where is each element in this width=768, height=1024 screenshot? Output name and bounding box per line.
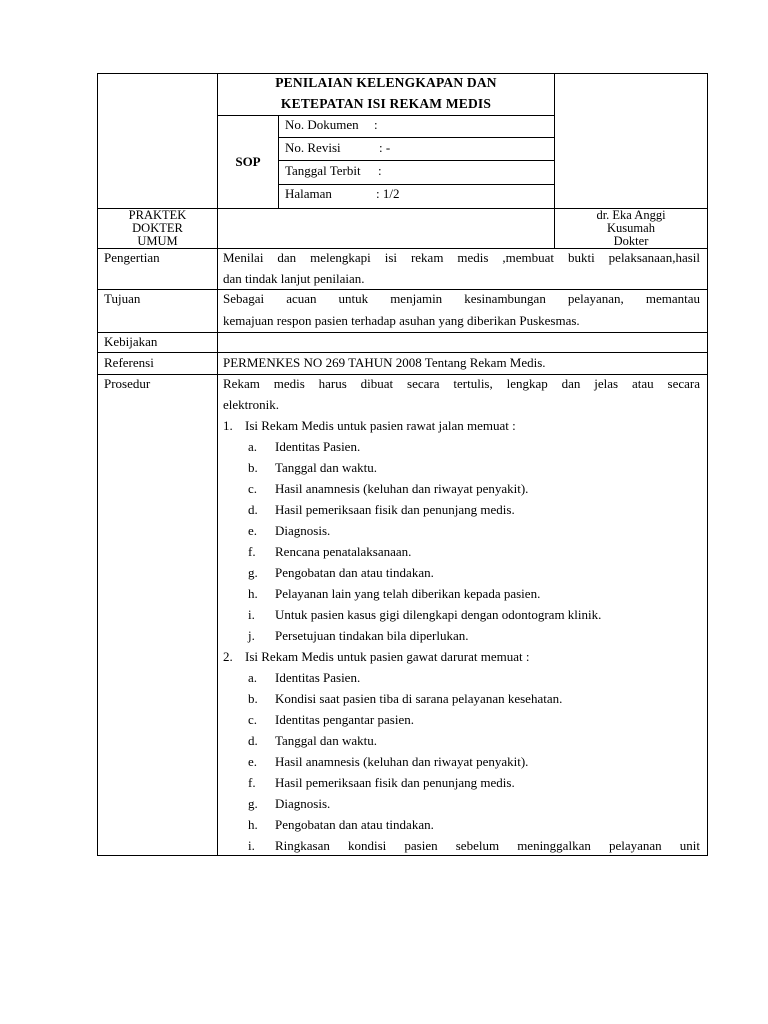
- referensi-text: PERMENKES NO 269 TAHUN 2008 Tentang Rekam Medis.: [223, 355, 546, 370]
- field-line-3: [278, 184, 555, 185]
- document-title-line-1: PENILAIAN KELENGKAPAN DAN: [275, 75, 497, 90]
- row-label-referensi: Referensi: [104, 355, 154, 370]
- list-marker: i.: [248, 607, 255, 622]
- list-text: Pengobatan dan atau tindakan.: [275, 817, 434, 832]
- row-label-tujuan: Tujuan: [104, 291, 141, 306]
- field-label: Halaman: [285, 186, 332, 201]
- list-text: Ringkasan kondisi pasien sebelum meninggalkan pelayanan unit: [275, 838, 700, 853]
- signatory-line: Kusumah: [607, 221, 655, 235]
- field-label: No. Dokumen: [285, 117, 359, 132]
- list-text: Hasil anamnesis (keluhan dan riwayat penyakit).: [275, 754, 529, 769]
- row-line-referensi: [97, 352, 708, 353]
- tujuan-line-1: Sebagai acuan untuk menjamin kesinambungan pelayanan, memantau: [223, 291, 700, 306]
- title-bottom-line: [217, 115, 555, 116]
- list-marker: c.: [248, 712, 258, 727]
- pengertian-line-1: Menilai dan melengkapi isi rekam medis ,membuat bukti pelaksanaan,hasil: [223, 250, 700, 265]
- prosedur-intro-line-1: Rekam medis harus dibuat secara tertulis, lengkap dan jelas atau secara: [223, 376, 700, 391]
- row-label-prosedur: Prosedur: [104, 376, 151, 391]
- list-marker: b.: [248, 460, 258, 475]
- table-border-bottom: [97, 855, 708, 856]
- list-text: Hasil pemeriksaan fisik dan penunjang medis.: [275, 775, 515, 790]
- row-line-tujuan: [97, 289, 708, 290]
- list-marker: i.: [248, 838, 255, 853]
- field-label: No. Revisi: [285, 140, 341, 155]
- list-text: Pelayanan lain yang telah diberikan kepada pasien.: [275, 586, 541, 601]
- list-marker: a.: [248, 439, 258, 454]
- list-marker: d.: [248, 733, 258, 748]
- row-label-pengertian: Pengertian: [104, 250, 160, 265]
- list-marker: f.: [248, 775, 256, 790]
- list-marker: b.: [248, 691, 258, 706]
- list-marker: f.: [248, 544, 256, 559]
- section-2-title: Isi Rekam Medis untuk pasien gawat darurat memuat :: [245, 649, 530, 664]
- section-1-number: 1.: [223, 418, 233, 433]
- row-label-kebijakan: Kebijakan: [104, 334, 158, 349]
- pengertian-line-2: dan tindak lanjut penilaian.: [223, 271, 365, 286]
- header-bottom-line: [97, 248, 708, 249]
- org-line: PRAKTEK: [128, 208, 187, 222]
- list-text: Hasil pemeriksaan fisik dan penunjang medis.: [275, 502, 515, 517]
- section-2-number: 2.: [223, 649, 233, 664]
- table-border-right: [707, 73, 708, 856]
- list-text: Tanggal dan waktu.: [275, 733, 377, 748]
- tujuan-line-2: kemajuan respon pasien terhadap asuhan yang diberikan Puskesmas.: [223, 313, 580, 328]
- sop-label: SOP: [235, 154, 261, 169]
- field-value: : -: [379, 140, 391, 155]
- table-border-top: [97, 73, 708, 74]
- field-value: :: [378, 163, 382, 178]
- field-line-1: [278, 137, 555, 138]
- section-1-title: Isi Rekam Medis untuk pasien rawat jalan memuat :: [245, 418, 516, 433]
- document-title-line-2: KETEPATAN ISI REKAM MEDIS: [280, 96, 492, 111]
- list-marker: c.: [248, 481, 258, 496]
- list-text: Identitas pengantar pasien.: [275, 712, 414, 727]
- list-text: Identitas Pasien.: [275, 439, 361, 454]
- list-text: Persetujuan tindakan bila diperlukan.: [275, 628, 469, 643]
- list-marker: e.: [248, 754, 258, 769]
- signatory-line: Dokter: [613, 234, 649, 248]
- prosedur-intro-line-2: elektronik.: [223, 397, 279, 412]
- list-marker: g.: [248, 565, 258, 580]
- list-marker: e.: [248, 523, 258, 538]
- table-border-left: [97, 73, 98, 856]
- org-line: UMUM: [137, 234, 178, 248]
- body-col-divider: [217, 248, 218, 856]
- list-marker: h.: [248, 586, 258, 601]
- list-marker: d.: [248, 502, 258, 517]
- list-marker: a.: [248, 670, 258, 685]
- field-line-2: [278, 160, 555, 161]
- list-text: Hasil anamnesis (keluhan dan riwayat penyakit).: [275, 481, 529, 496]
- list-marker: h.: [248, 817, 258, 832]
- list-text: Diagnosis.: [275, 796, 331, 811]
- list-text: Untuk pasien kasus gigi dilengkapi dengan odontogram klinik.: [275, 607, 602, 622]
- list-text: Pengobatan dan atau tindakan.: [275, 565, 434, 580]
- list-marker: g.: [248, 796, 258, 811]
- signatory-line: dr. Eka Anggi: [596, 208, 666, 222]
- row-line-kebijakan: [97, 332, 708, 333]
- field-label: Tanggal Terbit: [285, 163, 361, 178]
- list-text: Identitas Pasien.: [275, 670, 361, 685]
- org-line: DOKTER: [132, 221, 183, 235]
- list-text: Rencana penatalaksanaan.: [275, 544, 412, 559]
- field-value: :: [374, 117, 378, 132]
- row-line-prosedur: [97, 374, 708, 375]
- list-text: Diagnosis.: [275, 523, 331, 538]
- list-text: Kondisi saat pasien tiba di sarana pelayanan kesehatan.: [275, 691, 563, 706]
- list-marker: j.: [248, 628, 255, 643]
- list-text: Tanggal dan waktu.: [275, 460, 377, 475]
- sop-divider: [278, 115, 279, 208]
- field-value: : 1/2: [376, 186, 400, 201]
